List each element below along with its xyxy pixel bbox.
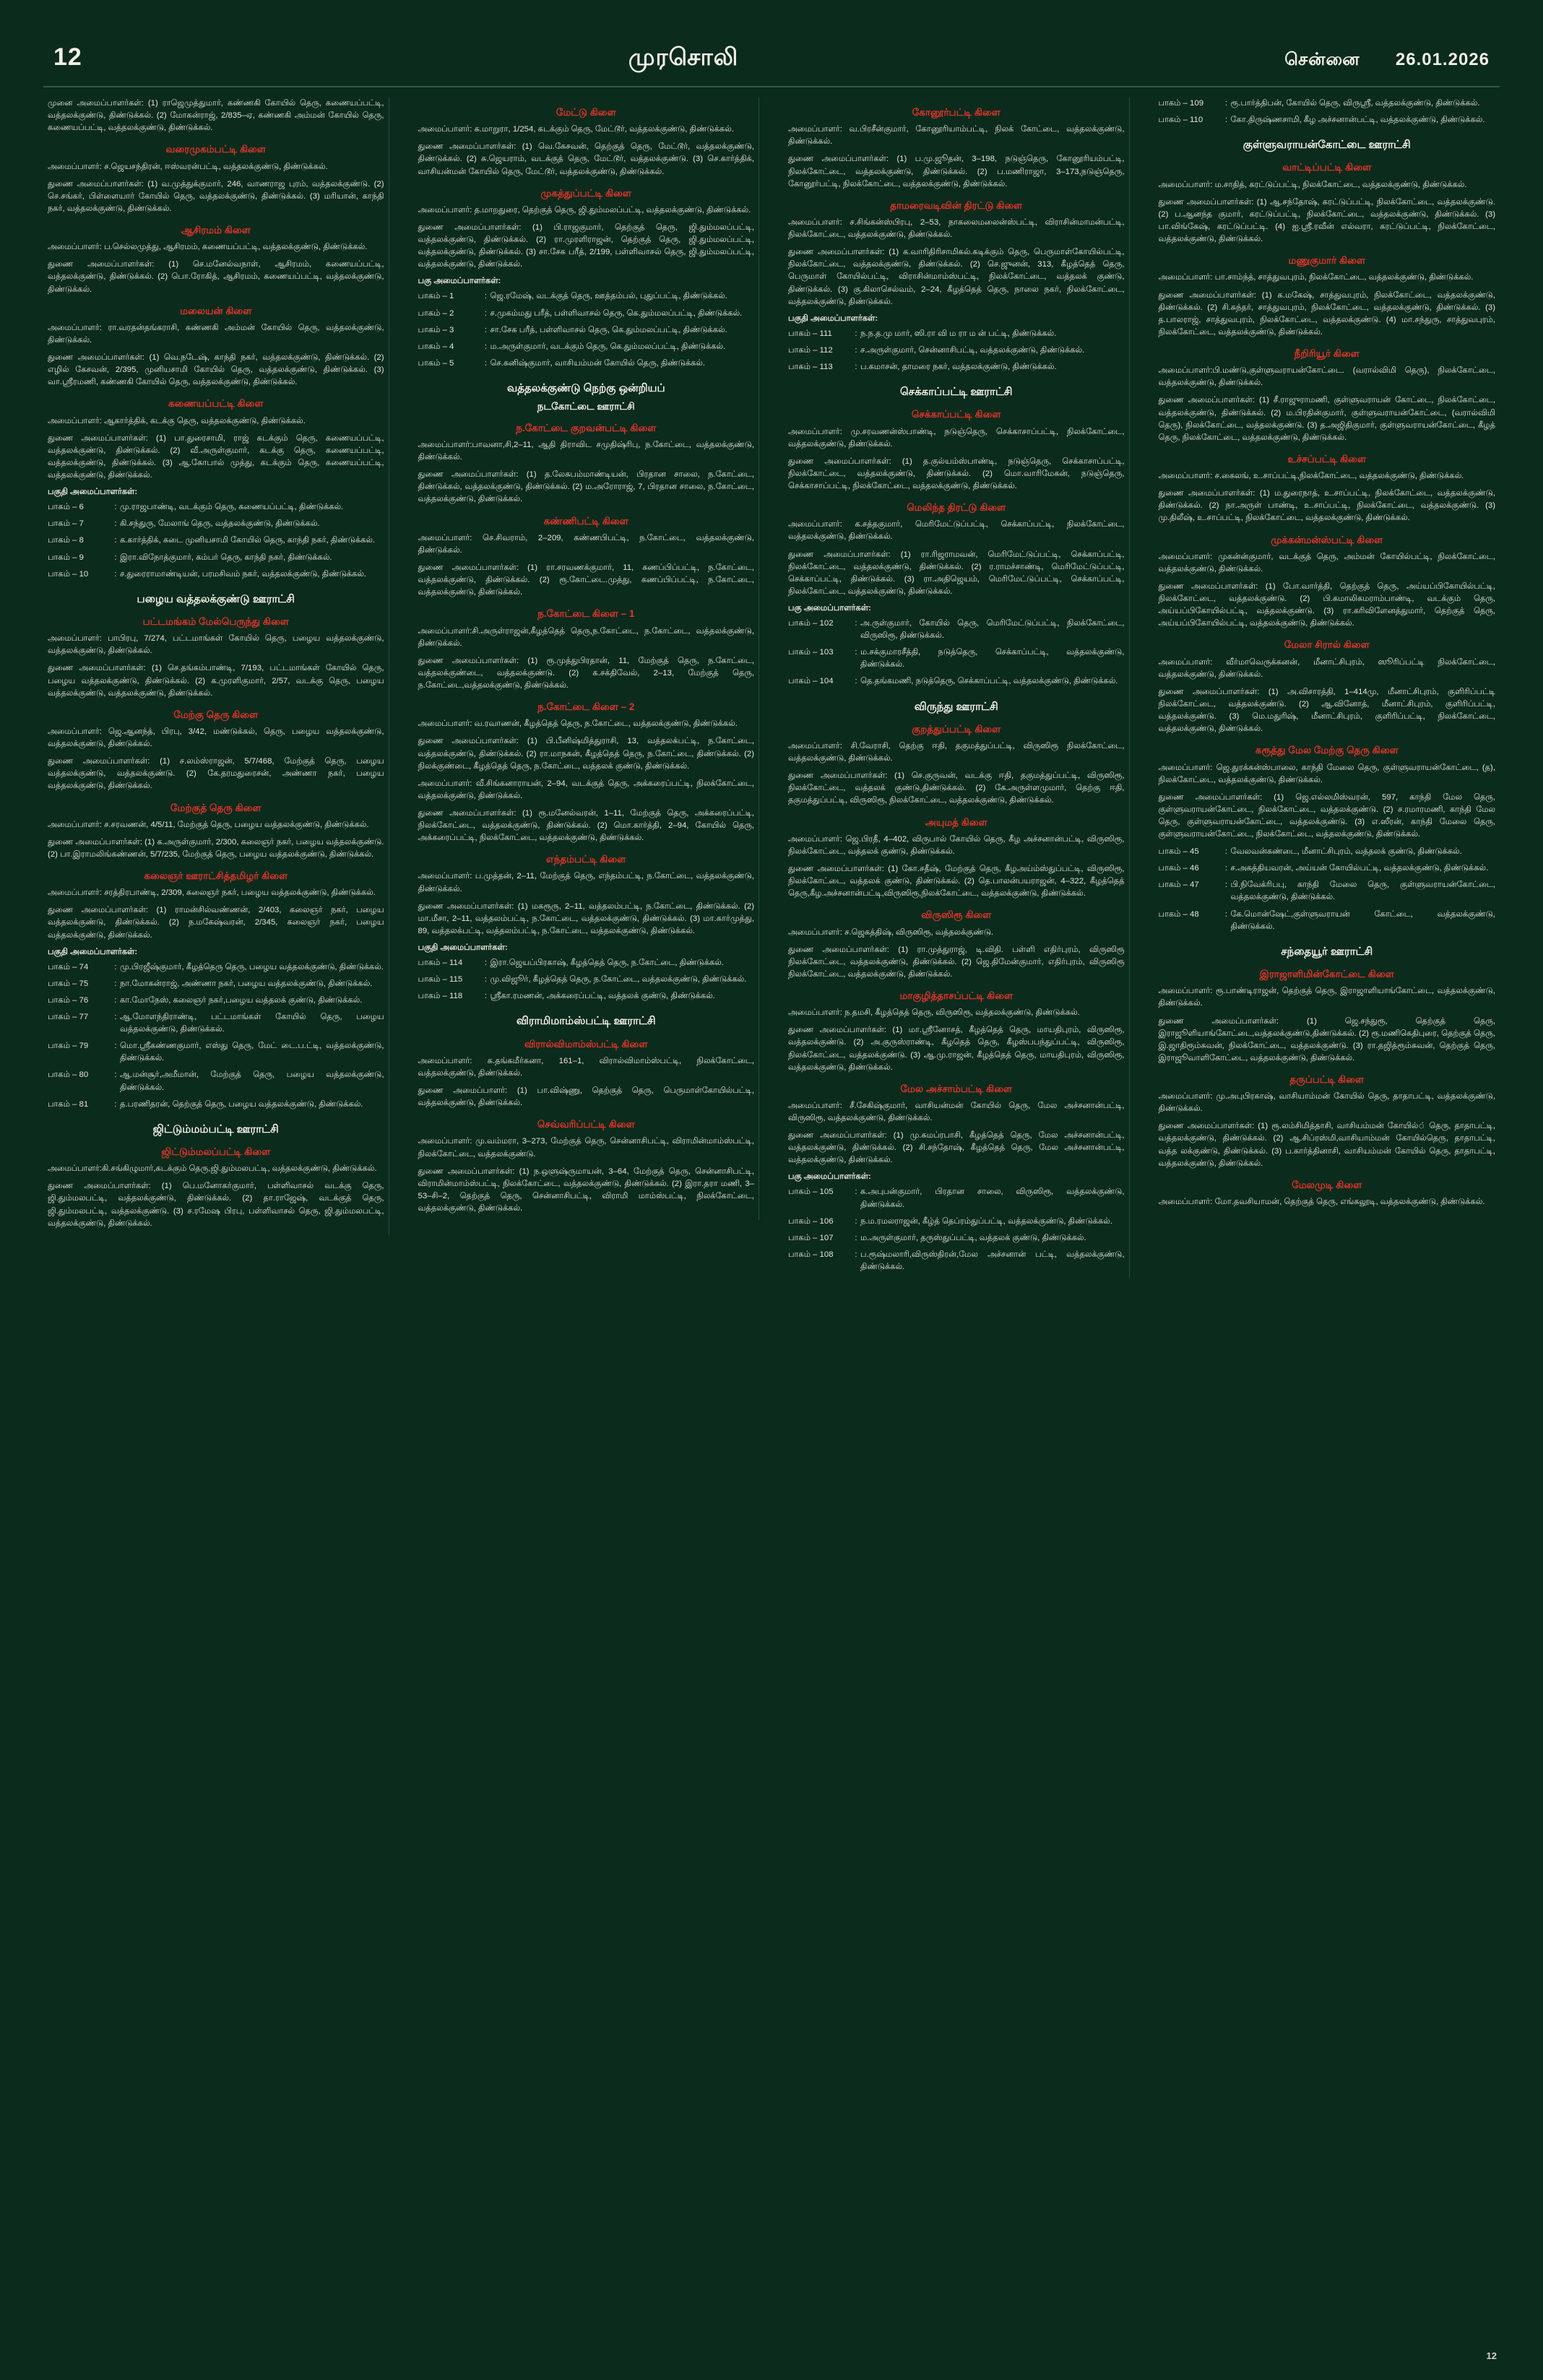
paragraph: அமைப்பாளர்: ச.சரவணன், 4/5/11, மேற்குத் தெரு, பழைய வத்தலக்குண்டு, திண்டுக்கல். <box>48 820 369 829</box>
paragraph: துணை அமைப்பாளர்கள்: (1) க.வாரிதிரிசாமிகல்.கடிக்கும் தெரு, பெருமாள்கோயில்பட்டி, நிலக்கோட்டை, வத்தலக்குண்டு, திண்டுக்கல். (2) செ.ஜுனன், 313, கீழத்தெத் தெரு, பெருமாள் கோயில்பட்டி, விராசின்மாம்ஸ்பட்டி, நிலக்கோட்டை, வத்தலக் குண்டு, திண்டுக்கல். (3) கு.கிலாசெல்வம், 2–24, கீழத்தெத் தெரு, நாலை நகர், நிலக்கோட்டை, வத்தலக்குண்டு, திண்டுக்கல். <box>788 248 1125 306</box>
part-colon: : <box>855 1233 857 1242</box>
branch-heading: இராஜாளிமின்கோட்டை கிளை <box>1259 969 1394 980</box>
part-value: ம.அருள்குமார், வடக்கும் தெரு, கெ.தும்மலப்பட்டி, திண்டுக்கல். <box>490 342 726 351</box>
part-value: ச.அருள்குமார், சென்னாசிபட்டி, வத்தலக்குண்டு, திண்டுக்கல். <box>860 345 1085 355</box>
part-row <box>788 345 1125 357</box>
part-row <box>1159 879 1496 904</box>
part-row <box>418 324 755 337</box>
part-colon: : <box>114 962 117 972</box>
part-value: கி.சந்துரு, மேலாங் தெரு, வத்தலக்குண்டு, திண்டுக்கல். <box>120 519 320 529</box>
part-colon: : <box>114 569 117 579</box>
article-columns <box>43 98 1500 1278</box>
paragraph: துணை அமைப்பாளர்கள்: (1) ரூ.மனேல்வரன், 1–11, மேற்குத் தெரு, அக்கரைப்பட்டி, நிலக்கோட்டை, வத்தலக்குண்டு, திண்டுக்கல். (2) மொ.கார்த்தி, 2–94, கோயில் தெரு, அக்கரைப்பட்டி, நிலக்கோட்டை, வத்தலக்குண்டு, திண்டுக்கல். <box>418 808 754 843</box>
branch-heading: மணுகுமார் கிளை <box>1288 255 1365 267</box>
masthead <box>43 39 1500 87</box>
part-colon: : <box>855 1216 857 1226</box>
paragraph: அமைப்பாளர்: ச.சிங்கன்ஸ்பிரபு, 2–53, நாகலைமலைன்ஸ்பட்டி, விராசின்மாமன்பட்டி, நிலக்கோட்டை, வத்தலக்குண்டு, திண்டுக்கல். <box>788 217 1125 240</box>
list-heading: பகு அமைப்பாளர்கள்: <box>788 1172 871 1182</box>
paragraph: அமைப்பாளர்: மோ.தவசியாமன், தெற்குத் தெரு, எங்கலூடி, வத்தலக்குண்டு, திண்டுக்கல். <box>1158 1198 1485 1207</box>
part-value: மொ.ஸ்ரீகண்ணகுமார், எஸ்து தெரு, மேட் டை.ப.ட்டி, வத்தலக்குண்டு, திண்டுக்கல். <box>120 1042 384 1063</box>
branch-heading: விருஸிரூ கிளை <box>921 909 992 921</box>
part-label: பாகம் – 10 <box>48 569 89 579</box>
paragraph: துணை அமைப்பாளர்கள்: (1) ச.லம்ஸ்ராஜன், 5/7/468, மேற்குத் தெரு, பழைய வத்தலக்குண்டு, வத்தலக்குண்டு. (2) கே.தரமதுரைசன், அண்ணா நகர், பழைய வத்தலக்குண்டு, திண்டுக்கல். <box>48 757 384 791</box>
part-value: இரா.விநோத்குமார், கம்பர் தெரு, காந்தி நகர், திண்டுக்கல். <box>120 553 332 562</box>
part-label: பாகம் – 77 <box>48 1013 89 1022</box>
list-heading: பகுதி அமைப்பாளர்கள்: <box>48 488 138 497</box>
paragraph: துணை அமைப்பாளர்கள்: (1) த.லேசுபம்மாண்டியன், பிரதான சாலை, ந.கோட்டை, திண்டுக்கல், வத்தலக்குண்டு, திண்டுக்கல். (2) ம.அரோராஜ், 7, பிரதான சாலை, ந.கோட்டை, வத்தலக்குண்டு, திண்டுக்கல். <box>418 470 754 504</box>
part-value: கே.மொன்ஷேட்,குள்ளுவராயன் கோட்டை, வத்தலக்குண்டு, திண்டுக்கல். <box>1230 909 1495 931</box>
part-label: பாகம் – 111 <box>788 329 832 338</box>
part-label: பாகம் – 79 <box>48 1042 89 1051</box>
part-label: பாகம் – 115 <box>418 975 463 985</box>
branch-heading: மேற்கு தெரு கிளை <box>173 709 259 720</box>
paragraph: அமைப்பாளர்: பாபிரபு, 7/274, பட்டமாங்கள் கோயில் தெரு, பழைய வத்தலக்குண்டு, வத்தலக்குண்டு, திண்டுக்கல். <box>48 634 384 656</box>
part-row <box>418 974 755 986</box>
paragraph: அமைப்பாளர்: ஜெ.பிரதீ, 4–402, விருபால் கோயில் தெரு, கீழ அச்சனான்பட்டி, விருஸிரூ, நிலக்கோட்டை, வத்தலக் குண்டு, திண்டுக்கல். <box>788 834 1125 856</box>
paragraph: அமைப்பாளர்: ஜெ.துரக்கன்ஸ்பாலை, காந்தி மேலை தெரு, குள்ளுவராயன்கோட்டை, (த), நிலக்கோட்டை, வத்தலக்குண்டு, திண்டுக்கல். <box>1158 763 1495 784</box>
paragraph: துணை அமைப்பாளர்கள்: (1) ஆ.சந்தோஷ், கரட்டுப்பட்டி, நிலக்கோட்டை, வத்தலக்குண்டு. (2) ப.ஆனந்த குமார், கரட்டுப்பட்டி, நிலக்கோட்டை, வத்தலக்குண்டு, திண்டுக்கல். (3) பா.விங்கேஷ், கரட்டுப்பட்டி. (4) ஐ.ஸ்ரீ.ரவீன் எல்வரா, கரட்டுப்பட்டி, நிலக்கோட்டை, வத்தலக்குண்டு, திண்டுக்கல். <box>1158 197 1495 244</box>
ward-heading: ஜிட்டும்மம்பட்டி ஊராட்சி <box>152 1122 279 1135</box>
branch-heading: செவ்வரிப்பட்டி கிளை <box>537 1119 635 1130</box>
part-row <box>788 361 1125 373</box>
paragraph: அமைப்பாளர்: சரத்திரபாண்டி, 2/309, கலைஞர் நகர், பழைய வத்தலக்குண்டு, திண்டுக்கல். <box>48 888 376 898</box>
part-colon: : <box>114 553 117 562</box>
paragraph: அமைப்பாளர்: ச.கைலங், உ.சாப்பட்டி,நிலக்கோட்டை, வத்தலக்குண்டு, திண்டுக்கல். <box>1158 472 1464 481</box>
branch-heading: மேல அச்சாம்பட்டி கிளை <box>900 1083 1013 1094</box>
part-row <box>48 1099 384 1111</box>
paragraph: அமைப்பாளர்: வீர்மாவெருக்கனன், மீனாட்சிபுரம், ஸூரிப்பட்டி நிலக்கோட்டை, வத்தலக்குண்டு, திண்டுக்கல். <box>1158 657 1495 679</box>
part-label: பாகம் – 75 <box>48 979 89 988</box>
branch-heading: ஜிட்டும்மலப்பட்டி கிளை <box>161 1146 271 1158</box>
paragraph: அமைப்பாளர்: த.மாறதுரை, தெற்குத் தெரு, ஜி.தும்மலப்பட்டி, வத்தலக்குண்டு, திண்டுக்கல். <box>418 205 751 215</box>
branch-heading: ஆசிரமம் கிளை <box>181 224 251 235</box>
part-colon: : <box>114 1042 117 1051</box>
paragraph: அமைப்பாளர்: ப.முத்தன், 2–11, மேற்குத் தெரு, எந்தம்பட்டி, ந.கோட்டை, வத்தலக்குண்டு, திண்டுக்கல். <box>418 872 754 893</box>
paragraph: அமைப்பாளர்: வ.பிரசீன்குமார், கோனூரியாம்பட்டி, நிலக் கோட்டை, வத்தலக்குண்டு, திண்டுக்கல். <box>788 125 1125 147</box>
paragraph: அமைப்பாளர்: ச.ஜெயசந்திரன், ஈஸ்வரன்பட்டி, வத்தலக்குண்டு, திண்டுக்கல். <box>48 162 328 171</box>
part-row <box>1159 846 1496 858</box>
part-colon: : <box>855 1187 857 1197</box>
part-value: ஸ்ரீகா.ரமணன், அக்கரைப்பட்டி, வத்தலக் குண்டு, திண்டுக்கல். <box>490 992 715 1001</box>
part-row <box>48 1069 384 1094</box>
part-row <box>48 518 384 530</box>
part-label: பாகம் – 81 <box>48 1099 89 1109</box>
part-value: தெ.தங்கமணி, நடுத்தெரு, செக்காப்பட்டி, வத்தலக்குண்டு, திண்டுக்கல். <box>860 677 1118 686</box>
branch-heading: வாட்டிப்பட்டி கிளை <box>1282 162 1372 173</box>
part-value: மு.விஜூர், கீழத்தெத் தெரு, ந.கோட்டை, வத்தலக்குண்டு, திண்டுக்கல். <box>490 975 747 985</box>
part-row <box>788 328 1125 340</box>
masthead-edition: சென்னை <box>1284 50 1360 69</box>
paragraph: அமைப்பாளர்: க.மாறுரா, 1/254, கடக்கும் தெரு, மேட்டூர், வத்தலக்குண்டு, திண்டுக்கல். <box>418 125 734 134</box>
part-row <box>1159 114 1496 126</box>
part-value: ஆ.மோளந்திராண்டி, பட்டமாங்கள் கோயில் தெரு, பழைய வத்தலக்குண்டு, திண்டுக்கல். <box>120 1013 384 1034</box>
paragraph: அமைப்பாளர்: ரா.வரதன்தங்கராசி, கண்ணகி அம்மன் கோயில் தெரு, வத்தலக்குண்டு, திண்டுக்கல். <box>48 323 384 345</box>
part-label: பாகம் – 118 <box>418 992 463 1001</box>
part-colon: : <box>1224 847 1228 857</box>
part-value: ஜெ.ரமேஷ், வடக்குத் தெரு, ஊத்தம்பல், புதுப்பட்டி, திண்டுக்கல். <box>490 292 727 301</box>
paragraph: அமைப்பாளர்: வீ.சிங்கனாராயன், 2–94, வடக்குத் தெரு, அக்கரைப்பட்டி, நிலக்கோட்டை, வத்தலக்குண்டு, திண்டுக்கல். <box>418 779 754 800</box>
part-label: பாகம் – 1 <box>418 292 454 301</box>
part-value: ந.ந.த.மு மார், ஸி.ரா வி ம ரா ம ன் பட்டி, திண்டுக்கல். <box>860 329 1057 338</box>
part-colon: : <box>484 292 488 301</box>
paragraph: துணை அமைப்பாளர்கள்: (1) அ.விசாரத்தி, 1–414மு, மீனாட்சிபுரம், குளிரிப்பட்டி நிலக்கோட்டை, வத்தலக்குண்டு. (2) ஆ.வினோத், மீனாட்சிபுரம், குளிரிப்பட்டி, வத்தலக்குண்டு. (3) மெ.மதுரிஷ், மீனாட்சிபுரம், குளிரிப்பட்டி, நிலக்கோட்டை, வத்தலக்குண்டு, திண்டுக்கல். <box>1158 687 1495 734</box>
paragraph: முனை அமைப்பாளர்கள்: (1) ராஜெமுத்துமார், கண்ணகி கோயில் தெரு, கணையப்பட்டி, வத்தலக்குண்டு, திண்டுக்கல். (2) மோகன்ராஜ், 2/835–ஏ, கண்ணகி அம்மன் கோயில் தெரு, கணையப்பட்டி, வத்தலக்குண்டு, திண்டுக்கல். <box>48 99 384 133</box>
part-colon: : <box>1224 864 1228 873</box>
paragraph: துணை அமைப்பாளர்கள்: (1) ம.துரைநாத், உ.சாப்பட்டி, நிலக்கோட்டை, வத்தலக்குண்டு, திண்டுக்கல். (2) நா.அருள் பாண்டி, உ.சாப்பட்டி, நிலக்கோட்டை, வத்தலக்குண்டு. (3) மு.திலீஷ், உ.சாப்பட்டி, நிலக்கோட்டை, வத்தலக்குண்டு, திண்டுக்கல். <box>1158 489 1495 523</box>
paragraph: துணை அமைப்பாளர்கள்: (1) பி.பீனிஷ்மித்துராசி, 13, வத்தலக்பட்டி, ந.கோட்டை, வத்தலக்குண்டு, திண்டுக்கல். (2) ரா.மாநகன், கீழத்தெத் தெரு, ந.கோட்டை, திண்டுக்கல். (2) நிலக்குண்டை, கீழத்தெத் தெரு, ந.கோட்டை, வத்தலக் குண்டு, திண்டுக்கல். <box>418 737 754 771</box>
branch-heading: மெலிந்த திரட்டு கிளை <box>907 502 1006 514</box>
part-label: பாகம் – 104 <box>788 677 834 686</box>
part-label: பாகம் – 48 <box>1158 909 1199 919</box>
paragraph: துணை அமைப்பாளர்கள்: (1) செ.தங்கம்பாண்டி, 7/193, பட்டமாங்கள் கோயில் தெரு, பழைய வத்தலக்குண்டு, திண்டுக்கல். (2) க.முரளிகுமார், 2/57, வடக்கு தெரு, பழைய வத்தலக்குண்டு, வத்தலக்குண்டு, திண்டுக்கல். <box>48 664 384 698</box>
paragraph: அமைப்பாளர்: சி.வேராசி, தெற்கு ஈதி, தகுமத்துப்பட்டி, விருஸிரூ நிலக்கோட்டை, வத்தலக்குண்டு, திண்டுக்கல். <box>788 741 1125 763</box>
branch-heading: மேலமுடி கிளை <box>1292 1179 1362 1190</box>
part-value: ரூ.பார்த்திபன், கோயில் தெரு, விருஸ்ரீ, வத்தலக்குண்டு, திண்டுக்கல். <box>1230 99 1480 108</box>
part-colon: : <box>1224 909 1228 919</box>
part-value: க.அபுபன்குமார், பிரதான சாலை, விருஸிரூ, வத்தலக்குண்டு, திண்டுக்கல். <box>860 1187 1125 1209</box>
footer-page-number: 12 <box>1486 2350 1497 2361</box>
part-colon: : <box>484 959 488 968</box>
paragraph: அமைப்பாளர்:பாவனா,சி,2–11, ஆதி திராவிட சமுதிஷ்ரிபு, ந.கோட்டை, வத்தலக்குண்டு, திண்டுக்கல். <box>418 440 754 462</box>
ward-heading: வத்தலக்குண்டு நெற்கு ஒன்றியப் <box>506 381 665 394</box>
column-4 <box>1154 98 1500 1213</box>
branch-heading: எந்தம்பட்டி கிளை <box>546 854 626 865</box>
part-colon: : <box>855 329 857 338</box>
branch-heading: விரால்விமாம்ஸ்பட்டி கிளை <box>524 1038 648 1050</box>
part-row <box>418 358 755 370</box>
paragraph: அமைப்பாளர்: பா.சாம்ந்த், சாத்துவபுரம், நிலக்கோட்டை, வத்தலக்குண்டு, திண்டுக்கல். <box>1158 273 1474 282</box>
paragraph: துணை அமைப்பாளர்கள்: (1) பா.துரைசாமி, ராஜ் கடக்கும் தெரு, கணையப்பட்டி, வத்தலக்குண்டு, திண்டுக்கல். (2) வீ.அருள்குமார், கடக்கு தெரு, கணையப்பட்டி, வத்தலக்குண்டு, திண்டுக்கல். (3) ஆ.கோபால் முத்து, கடக்கும் தெரு, கணையப்பட்டி, வத்தலக்குண்டு, திண்டுக்கல். <box>48 433 384 480</box>
paragraph: துணை அமைப்பாளர்கள்: (1) த.குல்யம்ஸ்பாண்டி, நடுஞ்தெரு, செக்காசாப்பட்டி, நிலக்கோட்டை, வத்தலக்குண்டு, திண்டுக்கல். (2) மொ.வாரிமேகன், நடுஞ்தெரு, செக்காசாப்பட்டி, நிலக்கோட்டை, வத்தலக்குண்டு, திண்டுக்கல். <box>788 456 1125 490</box>
part-row <box>48 1011 384 1036</box>
paragraph: துணை அமைப்பாளர்கள்: (1) ரா.சரவணக்குமார், 11, கணப்பிப்பட்டி, ந.கோட்டை, வத்தலக்குண்டு, திண்டுக்கல். (2) ரூ.கோட்டை.முத்து, கணப்பிப்பட்டி, ந.கோட்டை, வத்தலக்குண்டு, திண்டுக்கல். <box>418 563 754 597</box>
paragraph: அமைப்பாளர்: மு.அபுபிரகாஷ், வாசியாம்மன் கோயில் தெரு, தாதாபட்டி, வத்தலக்குண்டு, திண்டுக்கல். <box>1158 1092 1495 1114</box>
branch-heading: கோனூர்பட்டி கிளை <box>912 107 1000 118</box>
part-row <box>788 1232 1125 1245</box>
part-colon: : <box>114 1013 117 1022</box>
part-label: பாகம் – 76 <box>48 995 89 1005</box>
ward-heading: விருந்து ஊராட்சி <box>914 700 998 713</box>
part-row <box>418 308 755 320</box>
part-label: பாகம் – 109 <box>1158 99 1204 108</box>
paragraph: துணை அமைப்பாளர்கள்: (1) ரா.ரிஜராமவன், மெரிமேட்டுப்பட்டி, செக்காப்பட்டி, நிலக்கோட்டை, வத்தலக்குண்டு, திண்டுக்கல். (2) ர.ராமச்சாண்டி, மெரிமேட்டுப்பட்டி, செக்காப்பட்டி, திண்டுக்கல். (3) ரா.அதிஜெயம், மெரிமேட்டுப்பட்டி, செக்காப்பட்டி, நிலக்கோட்டை, வத்தலக்குண்டு, திண்டுக்கல். <box>788 550 1125 596</box>
branch-heading: கண்ணிபட்டி கிளை <box>543 515 628 527</box>
ward-heading: செக்காப்பட்டி ஊராட்சி <box>899 386 1013 399</box>
part-colon: : <box>114 979 117 988</box>
part-colon: : <box>1224 99 1228 108</box>
part-colon: : <box>114 519 117 529</box>
paragraph: துணை அமைப்பாளர்கள்: (1) மு.சுமப்ரபாசி, கீழத்தெத் தெரு, மேல அச்சனான்பட்டி, வத்தலக்குண்டு, திண்டுக்கல். (2) சி.சந்தோஷ், கீழத்தெத் தெரு, மேல அச்சனான்பட்டி, வத்தலக்குண்டு, திண்டுக்கல். <box>788 1131 1125 1165</box>
paragraph: அமைப்பாளர்: ஆகார்த்திக், கடக்கு தெரு, வத்தலக்குண்டு, திண்டுக்கல். <box>48 416 306 425</box>
paragraph: துணை அமைப்பாளர்கள்: (1) கோ.சதீஷ், மேற்குத் தெரு, கீழஅய்ம்ஸ்துப்பட்டி, விருஸிரூ, நிலக்கோட்டை, வத்தலக் குண்டு, திண்டுக்கல். (2) தெ.பாலன்பயராஜன், 4–322, கீழத்தெத் தெரு,கீழ.அச்சனான்பட்டி,விருஸிரூ,நிலக்கோட்டை, வத்தலக்குண்டு, திண்டுக்கல். <box>788 864 1125 899</box>
paragraph: துணை அமைப்பாளர்கள்: (1) செ.மனேல்வநாள், ஆசிரமம், கணையப்பட்டி, வத்தலக்குண்டு, திண்டுக்கல். (2) பொ.ரோகித், ஆசிரமம், கணையப்பட்டி, வத்தலக்குண்டு, திண்டுக்கல். <box>48 260 384 294</box>
paragraph: அமைப்பாளர்:பி.மண்டு,குள்ளுவராயன்கோட்டை. (வரால்விமி தெரு), நிலக்கோட்டை, வத்தலக்குண்டு, திண்டுக்கல். <box>1158 366 1495 388</box>
branch-heading: ந.கோட்டை கிளை – 2 <box>537 701 635 713</box>
paragraph: துணை அமைப்பாளர்கள்: (1) ந.ஒளுஷ்ருமாயன், 3–64, மேற்குத் தெரு, சென்னாசிபட்டி, விராமின்மாம்ஸ்பட்டி, நிலக்கோட்டை, வத்தலக்குண்டு, திண்டுக்கல். (2) இரா.தரா மணி, 3–53–சி–2, தெற்குத் தெரு, சென்னாசிபட்டி, விராமி மாம்ஸ்பட்டி, நிலக்கோட்டை, வத்தலக்குண்டு, திண்டுக்கல். <box>418 1167 754 1213</box>
part-row <box>788 1186 1125 1211</box>
list-heading: பகு அமைப்பாளர்கள்: <box>418 277 501 286</box>
part-value: ச.அகத்தியவரன், அய்யன் கோயில்பட்டி, வத்தலக்குண்டு, திண்டுக்கல். <box>1230 864 1489 873</box>
branch-heading: மேட்டு கிளை <box>556 107 616 118</box>
part-colon: : <box>855 362 857 371</box>
part-row <box>48 568 384 581</box>
part-row <box>48 552 384 564</box>
branch-heading: முகத்துப்பட்டி கிளை <box>540 187 631 199</box>
part-label: பாகம் – 103 <box>788 648 834 657</box>
masthead-date: 26.01.2026 <box>1395 50 1490 69</box>
paragraph: துணை அமைப்பாளர்கள்: (1) போ.வார்த்தி, தெற்குத் தெரு, அய்யப்பிகோயில்பட்டி, நிலக்கோட்டை, வத்தலக்குண்டு. (2) பி.கமாலிகமராம்பாண்டி, வடக்கும் தெரு, அய்யப்பிகோயில்பட்டி, வத்தலக்குண்டு. (3) ரா.கரிவிளேனத்துமார், தெற்குத் தெரு, அய்யப்பிகோயில்பட்டி, வத்தலக்குண்டு, திண்டுக்கல். <box>1158 581 1495 628</box>
paragraph: துணை அமைப்பாளர்கள்: (1) பெ.மனோகர்குமார், பள்ளிவாசல் வடக்கு தெரு, ஜி.தும்மலபட்டி, வத்தலக்குண்டு, திண்டுக்கல். (2) தா.ராஜேஷ், வடக்குத் தெரு, ஜி.தும்மலபட்டி, வத்தலக்குண்டு. (3) ச.ரமேஷ பிரபு, பள்ளிவாசல் தெரு, ஜி.தும்மலபட்டி, வத்தலக்குண்டு, திண்டுக்கல். <box>48 1182 384 1228</box>
paragraph: அமைப்பாளர்: மு.சரவணன்ஸ்பாண்டி, நடுஞ்தெரு, செக்காசாப்பட்டி, நிலக்கோட்டை, வத்தலக்குண்டு, திண்டுக்கல். <box>788 427 1125 449</box>
part-colon: : <box>484 975 488 985</box>
paragraph: துணை அமைப்பாளர்கள்: (1) ஜெ.சந்துரூ, தெற்குத் தெரு, இராஜூளியாங்கோட்டை,வத்தலக்குண்டு,திண்டுக்கல். (2) ரூ.மணிகெதிபுரை, தெற்குத் தெரு, இ.ஜாதிரூம்சுவன், நிலக்கோட்டை, வத்தலக்குண்டு. (3) ரா.தஜித்ரூம்சுவன், தெற்குத் தெரு, இராஜூவாளிகோட்டை, வத்தலக்குண்டு, திண்டுக்கல். <box>1158 1016 1495 1063</box>
part-label: பாகம் – 112 <box>788 345 833 355</box>
paragraph: அமைப்பாளர்: ம.சாதித், கரட்டுப்பட்டி, நிலக்கோட்டை, வத்தலக்குண்டு, திண்டுக்கல். <box>1158 180 1467 189</box>
part-label: பாகம் – 113 <box>788 362 833 371</box>
ward-subheading: நடகோட்டை ஊராட்சி <box>537 401 635 412</box>
column-3 <box>784 98 1130 1278</box>
paragraph: அமைப்பாளர்: ப.செல்லமுத்து, ஆசிரமம், கணையப்பட்டி, வத்தலக்குண்டு, திண்டுக்கல். <box>48 243 368 252</box>
paragraph: துணை அமைப்பாளர்கள்: (1) ஜெ.எல்லமிஸ்வரன், 597, காந்தி மேல தெரு, குள்ளுவராயன்கோட்டை, நிலக்கோட்டை, வத்தலக்குண்டு. (2) ச.ரமாரமணி, காந்தி மேல தெரு, குள்ளுவராயன்கோட்டை, வத்தலக்குண்டு. (3) எ.ஸீரன், காந்தி மேலை தெரு, குள்ளுவராயன்கோட்டை, நிலக்கோட்டை, வத்தலக்குண்டு, திண்டுக்கல். <box>1158 792 1495 839</box>
paragraph: துணை அமைப்பாளர்கள்: (1) வெ.நடேஷ், காந்தி நகர், வத்தலக்குண்டு, திண்டுக்கல். (2) எழில் கேசவன், 2/395, முனியசாமி கோயில் தெரு, வத்தலக்குண்டு, திண்டுக்கல். (3) வா.ஸ்ரீரமணி, கண்ணகி கோயில் தெரு, வத்தலக்குண்டு, திண்டுக்கல். <box>48 353 384 387</box>
paragraph: துணை அமைப்பாளர்கள்: (1) ப.மு.ஜூதன், 3–198, நடுஞ்தெரு, கோனூரியம்பட்டி, நிலக்கோட்டை, வத்தலக்குண்டு, திண்டுக்கல். (2) ப.மணிராஜா, 3–173,நடுஞ்தெரு, கோனூர்பட்டி, நிலக்கோட்டை, வத்தலக்குண்டு, திண்டுக்கல். <box>788 155 1125 189</box>
branch-heading: தாமரைவடிவின் திரட்டு கிளை <box>890 199 1023 211</box>
part-value: ஆ.மன்சூர்,அமீமான், மேற்குத் தெரு, பழைய வத்தலக்குண்டு, திண்டுக்கல். <box>120 1070 384 1092</box>
branch-heading: செக்காப்பட்டி கிளை <box>911 409 1001 420</box>
part-row <box>48 1040 384 1065</box>
part-label: பாகம் – 47 <box>1158 880 1199 890</box>
part-value: கோ.திருஷ்ணசாமி, கீழ அச்சனான்பட்டி, வத்தலக்குண்டு, திண்டுக்கல். <box>1230 116 1485 125</box>
paragraph: துணை அமைப்பாளர்கள்: (1) க.மகேஷ், சாத்துவபுரம், நிலக்கோட்டை, வத்தலக்குண்டு, திண்டுக்கல். (2) சி.சுந்தர், சாத்துவபுரம், நிலக்கோட்டை, வத்தலக்குண்டு, திண்டுக்கல். (3) த.பாலராஜ், சாத்துவபுரம், நிலக்கோட்டை, வத்தலக்குண்டு. (4) மா.சந்துரு, சாத்துவபுரம், நிலக்கோட்டை, வத்தலக்குண்டு, திண்டுக்கல். <box>1158 290 1495 337</box>
part-label: பாகம் – 105 <box>788 1187 834 1197</box>
paragraph: அமைப்பாளர்: ந.தமசி, கீழத்தெத் தெரு, விருஸிரூ, வத்தலக்குண்டு, திண்டுக்கல். <box>788 1008 1080 1018</box>
column-1 <box>43 98 389 1235</box>
part-colon: : <box>484 308 488 318</box>
part-label: பாகம் – 45 <box>1158 847 1199 857</box>
paragraph: அமைப்பாளர்: க.தங்கமீர்கனா, 161–1, விரால்விமாம்ஸ்பட்டி, நிலக்கோட்டை, வத்தலக்குண்டு, திண்டுக்கல். <box>418 1056 754 1078</box>
part-label: பாகம் – 6 <box>48 503 84 512</box>
part-value: ப.கமாசன், தாமரை நகர், வத்தலக்குண்டு, திண்டுக்கல். <box>860 362 1057 371</box>
part-value: த.பரணிதரன், தெற்குத் தெரு, பழைய வத்தலக்குண்டு, திண்டுக்கல். <box>120 1099 363 1109</box>
part-label: பாகம் – 3 <box>418 325 454 334</box>
paragraph: அமைப்பாளர்: முகன்ன்குமார், வடக்குத் தெரு, அம்மன் கோயில்பட்டி, நிலக்கோட்டை, வத்தலக்குண்டு, திண்டுக்கல். <box>1158 552 1495 574</box>
branch-heading: நீறிரியூர் கிளை <box>1294 348 1360 359</box>
part-label: பாகம் – 2 <box>418 308 454 318</box>
branch-heading: கலைஞர் ஊராட்சித்தமிழர் கிளை <box>144 870 288 882</box>
part-row <box>788 618 1125 642</box>
masthead-title: முரசொலி <box>628 43 739 70</box>
part-value: பி.நிவேக்ரிபபு, காந்தி மேலை தெரு, குள்ளுவராயன்கோட்டை, வத்தலக்குண்டு, திண்டுக்கல். <box>1230 880 1495 902</box>
list-heading: பகு அமைப்பாளர்கள்: <box>788 603 871 613</box>
part-row <box>48 978 384 990</box>
part-value: ச.துரைராமாண்டியன், பரமசிவம் நகர், வத்தலக்குண்டு, திண்டுக்கல். <box>120 569 366 579</box>
part-value: செ.கனிஷ்குமார், வாசியம்மன் கோயில் தெரு, திண்டுக்கல். <box>490 358 706 368</box>
part-colon: : <box>855 345 857 355</box>
paragraph: துணை அமைப்பாளர்கள்: (1) மகரூரு, 2–11, வத்தலம்பட்டி, ந.கோட்டை, திண்டுக்கல். (2) மா.மீசா, 2–11, வத்தலம்பட்டி, ந.கோட்டை, வத்தலக்குண்டு, திண்டுக்கல். (3) மா.கார்முத்து, 89, வத்தலக்பட்டி, வத்தலம்பட்டி, ந.கோட்டை, வத்தலக்குண்டு, திண்டுக்கல். <box>418 901 754 935</box>
ward-heading: சந்தையூர் ஊராட்சி <box>1281 945 1373 958</box>
part-row <box>788 675 1125 688</box>
part-colon: : <box>855 618 857 628</box>
paragraph: அமைப்பாளர்:கி.சங்கிழுமார்,கடக்கும் தெரு,ஜி.தும்மலபட்டி, வத்தலக்குண்டு, திண்டுக்கல். <box>48 1164 377 1174</box>
branch-heading: ந.கோட்டை குறவன்பட்டி கிளை <box>516 422 657 433</box>
paragraph: அமைப்பாளர்: ஜெ.ஆனந்த், பிரபு, 3/42, மண்டுக்கல், தெரு, பழைய வத்தலக்குண்டு, வத்தலக்குண்டு, திண்டுக்கல். <box>48 727 384 749</box>
column-2 <box>414 98 760 1220</box>
paragraph: துணை அமைப்பாளர்கள்: (1) வெ.கேசவன், தெற்குத் தெரு, மேட்டூர், வத்தலக்குண்டு, திண்டுக்கல். (2) சு.ஜெயராம், வடக்குத் தெரு, மேட்டூர், வத்தலக்குண்டு. (3) செ.கார்த்திக், வாசியன்மன் கோயில் தெரு, மேட்டூர், வத்தலக்குண்டு, திண்டுக்கல். <box>418 142 754 176</box>
part-label: பாகம் – 114 <box>418 959 463 968</box>
paragraph: அமைப்பாளர்:சி.அருள்ராஜன்,கீழத்தெத் தெரு,ந.கோட்டை, ந.கோட்டை, வத்தலக்குண்டு, திண்டுக்கல். <box>418 626 754 648</box>
paragraph: அமைப்பாளர்: மு.வம்மரா, 3–273, மேற்குத் தெரு, சென்னாசிபட்டி, விராமின்மாம்ஸ்பட்டி, நிலக்கோட்டை, வத்தலக்குண்டு. <box>418 1137 754 1159</box>
paragraph: துணை அமைப்பாளர்கள்: (1) ராமன்சில்வண்ணன், 2/403, கலைஞர் நகர், பழைய வத்தலக்குண்டு, திண்டுக்கல். (2) ந.மகேஷ்வரன், 2/345, கலைஞர் நகர், பழைய வத்தலக்குண்டு, திண்டுக்கல். <box>48 906 384 940</box>
paragraph: அமைப்பாளர்: ச.ஜெகத்திஷ், விருஸிரூ, வத்தலக்குண்டு. <box>788 927 994 937</box>
list-heading: பகுதி அமைப்பாளர்கள்: <box>48 947 138 956</box>
branch-heading: கணையப்பட்டி கிளை <box>168 398 264 410</box>
part-row <box>48 995 384 1007</box>
part-row <box>788 1216 1125 1228</box>
paragraph: துணை அமைப்பாளர்கள்: (1) ரூ.லம்சிமித்தாசி, வாசியம்மன் கோயில்் தெரு, தாதாபட்டி, வத்தலக்குண்டு, திண்டுக்கல். (2) ஆ.சிப்ரஸ்மி,வாசியாம்மன் கோயில்தெரு, தாதாபட்டி, வத்த லக்குண்டு, திண்டுக்கல். (3) ப.கார்த்தினாசி, வாசியம்மன் கோயில் தெரு, தாதாபட்டி, வத்தலக்குண்டு, திண்டுக்கல். <box>1158 1122 1495 1168</box>
part-row <box>48 501 384 514</box>
part-colon: : <box>114 995 117 1005</box>
branch-heading: தருப்பட்டி கிளை <box>1289 1073 1365 1085</box>
part-value: கா.மோநேஸ், கலைஞர் நகர்,பழைய வத்தலக் குண்டு, திண்டுக்கல். <box>120 995 363 1005</box>
part-row <box>788 1249 1125 1273</box>
part-value: வேலவன்கண்டை, மீனாட்சிபுரம், வத்தலக் குண்டு, திண்டுக்கல். <box>1230 847 1462 857</box>
part-label: பாகம் – 7 <box>48 519 84 529</box>
branch-heading: அயுமத் கிளை <box>925 816 987 828</box>
paragraph: அமைப்பாளர்: க.சத்தகுமார், மெரிமேட்டுப்பட்டி, செக்காப்பட்டி, நிலக்கோட்டை, வத்தலக்குண்டு, திண்டுக்கல். <box>788 520 1125 542</box>
part-label: பாகம் – 110 <box>1158 116 1203 125</box>
paragraph: துணை அமைப்பாளர்கள்: (1) ரூ.முத்துபிரதான், 11, மேற்குத் தெரு, ந.கோட்டை, வத்தலக்குண்டை, வத்தலக்குண்டு. (2) க.சக்திவேல், 2–13, மேற்குத் தெரு, ந.கோட்டை,வத்தலக்குண்டு, திண்டுக்கல். <box>418 656 754 690</box>
part-label: பாகம் – 9 <box>48 553 84 562</box>
part-label: பாகம் – 106 <box>788 1216 834 1226</box>
ward-heading: விராமிமாம்ஸ்பட்டி ஊராட்சி <box>516 1015 656 1028</box>
masthead-page-number: 12 <box>53 43 82 71</box>
part-row <box>48 961 384 974</box>
part-row <box>418 341 755 353</box>
part-colon: : <box>114 536 117 545</box>
part-colon: : <box>855 677 857 686</box>
part-value: அ.ருள்குமார், கோயில் தெரு, மெரிமேட்டுப்பட்டி, நிலக்கோட்டை, விருஸிரூ, திண்டுக்கல். <box>860 618 1125 641</box>
part-value: ப.ரூஷ்மலாரி,விருஸ்திரன்,மேல அச்சனான் பட்டி, வத்தலக்குண்டு, திண்டுக்கல். <box>860 1250 1125 1272</box>
part-label: பாகம் – 5 <box>418 358 454 368</box>
branch-heading: பட்டமங்கம் மேல்பெருந்து கிளை <box>142 615 289 627</box>
masthead-edition-date <box>1284 50 1490 72</box>
part-colon: : <box>484 342 488 351</box>
part-value: ந.ம.ரமலராஜன், கீழ்த் தெப்ரம்துப்பட்டி, வத்தலக்குண்டு, திண்டுக்கல். <box>860 1216 1112 1226</box>
branch-heading: வரைமுகம்பட்டி கிளை <box>165 144 266 155</box>
part-colon: : <box>114 1099 117 1109</box>
part-row <box>48 535 384 547</box>
part-row <box>418 290 755 303</box>
part-colon: : <box>484 358 488 368</box>
paragraph: துணை அமைப்பாளர்கள்: (1) மா.ஸ்ரீனோசத், கீழத்தெத் தெரு, மாயதிபுரம், விருஸிரூ, வத்தலக்குண்டு. (2) அ.குருஸ்ராண்டி, கீழதெத் தெரு, கீழஸ்பபந்துப்பட்டி, விருஸிரூ, நிலக்கோட்டை, வத்தலக்குண்டு. (3) ஆ.மு.ராஜன், கீழத்தெத் தெரு, மாயதிபுரம், விருஸிரூ, வத்தலக்குண்டு, திண்டுக்கல். <box>788 1026 1125 1072</box>
paragraph: அமைப்பாளர்: வ.ரவாணன், கீழத்தெத் தெரு, ந.கோட்டை, வத்தலக்குண்டு, திண்டுக்கல். <box>418 719 738 729</box>
part-colon: : <box>484 325 488 334</box>
part-row <box>418 957 755 969</box>
part-row <box>1159 862 1496 875</box>
paragraph: துணை அமைப்பாளர்கள்: (1) சீ.ராஜுராமணி, குள்ளுவராயன் கோட்டை, நிலக்கோட்டை, வத்தலக்குண்டு, திண்டுக்கல். (2) ம.பிரதின்குமார், குள்ளுவராயன்கோட்டை, (வரால்விமி தெரு), நிலக்கோட்டை, வத்தலக்குண்டு. (3) த.அஜிதிகுமார், குள்ளுவராயன்கோட்டை, கீழத் தெரு, நிலக்கோட்டை, வத்தலக்குண்டு, திண்டுக்கல். <box>1158 396 1495 442</box>
part-label: பாகம் – 8 <box>48 536 84 545</box>
paragraph: துணை அமைப்பாளர்கள்: (1) க.அருள்குமார், 2/300, கலைஞர் நகர், பழைய வத்தலக்குண்டு. (2) பா.இராமலிங்கண்ணன், 5/7/235, மேற்குத் தெரு, பழைய வத்தலக்குண்டு, திண்டுக்கல். <box>48 837 384 859</box>
paragraph: துணை அமைப்பாளர்கள்: (1) வ.முத்துக்குமார், 246, வாணராஜ புரம், வத்தலக்குண்டு. (2) செ.சங்கர், பிள்ளையார் கோயில் தெரு, வத்தலக்குண்டு, திண்டுக்கல். (3) மரியான், காந்தி நகர், வத்தலக்குண்டு, திண்டுக்கல். <box>48 179 384 213</box>
paragraph: துணை அமைப்பாளர்கள்: (1) செ.குருவன், வடக்கு ஈதி, தகுமத்துப்பட்டி, விருஸிரூ, நிலக்கோட்டை, வத்தலக் குண்டு,திண்டுக்கல். (2) கே.அருள்ளமுமார், தெற்கு ஈதி, தகுமத்துப்பட்டி, விருஸிரூ, நிலக்கோட்டை, வத்தலக்குண்டு, திண்டுக்கல். <box>788 771 1125 805</box>
ward-heading: பழைய வத்தலக்குண்டு ஊராட்சி <box>137 592 295 605</box>
branch-heading: மாகுழித்தாசப்பட்டி கிளை <box>899 990 1013 1001</box>
part-row <box>1159 98 1496 110</box>
part-value: க.கார்த்திக், சுடை முனியசாமி கோயில் தெரு, காந்தி நகர், திண்டுக்கல். <box>120 536 376 545</box>
part-value: ச.முகம்மது பரீத், பள்ளிவாசல் தெரு, கெ.தும்மலப்பட்டி, திண்டுக்கல். <box>490 308 743 318</box>
branch-heading: மேற்குத் தெரு கிளை <box>170 802 262 813</box>
part-value: மு.ராஜபாண்டி, வடக்கும் தெரு, கணையப்பட்டி, திண்டுக்கல். <box>120 503 344 512</box>
part-label: பாகம் – 46 <box>1158 864 1199 873</box>
branch-heading: உச்சப்பட்டி கிளை <box>1287 453 1367 464</box>
part-value: நா.மோகன்ராஜ், அண்ணா நகர், பழைய வத்தலக்குண்டு, திண்டுக்கல். <box>120 979 373 988</box>
part-colon: : <box>855 648 857 657</box>
part-value: இரா.ஜெயப்பிரகாஷ், கீழத்தெத் தெரு, ந.கோட்டை, திண்டுக்கல். <box>490 959 724 968</box>
list-heading: பகுதி அமைப்பாளர்கள்: <box>788 313 878 323</box>
branch-heading: மலையன் கிளை <box>180 305 252 316</box>
paragraph: துணை அமைப்பாளர்: (1) பா.விஷ்ணு, தெற்குத் தெரு, பெருமாள்கோயில்பட்டி, வத்தலக்குண்டு, திண்டுக்கல். <box>418 1086 754 1108</box>
part-label: பாகம் – 80 <box>48 1070 89 1080</box>
part-label: பாகம் – 74 <box>48 962 89 972</box>
part-value: ம.சக்குமாரசீத்தி, நடுத்தெரு, செக்காப்பட்டி, வத்தலக்குண்டு, திண்டுக்கல். <box>860 648 1125 670</box>
paragraph: அமைப்பாளர்: ரூ.பாண்டிராஜன், தெற்குத் தெரு, இராஜாளியாங்கோட்டை, வத்தலக்குண்டு, திண்டுக்கல். <box>1158 987 1495 1008</box>
branch-heading: ந.கோட்டை கிளை – 1 <box>537 608 635 620</box>
part-colon: : <box>855 1250 857 1259</box>
part-colon: : <box>114 503 117 512</box>
branch-heading: கரூத்து மேல மேற்கு தெரு கிளை <box>1255 745 1399 756</box>
paragraph: துணை அமைப்பாளர்கள்: (1) பி.ராஜகுமார், தெற்குத் தெரு, ஜி.தும்மலப்பட்டி, வத்தலக்குண்டு, திண்டுக்கல். (2) ரா.முரளிராஜன், தெற்குத் தெரு, ஜி.தும்மலப்பட்டி, வத்தலக்குண்டு, திண்டுக்கல். (3) சா.சேக பரீத், 2/199, பள்ளிவாசல் தெரு, ஜி.தும்மலப்பட்டி, வத்தலக்குண்டு, திண்டுக்கல். <box>418 222 754 269</box>
branch-heading: குறத்துப்பட்டி கிளை <box>912 723 1001 735</box>
paragraph: துணை அமைப்பாளர்கள்: (1) ரா.முத்துராஜ், டி.விதி. பள்ளி எதிர்புரம், விருஸிரூ நிலக்கோட்டை, வத்தலக்குண்டு, திண்டுக்கல். (2) ஜெ.திமேன்குமார், எதிர்புரம், விருஸிரூ நிலக்கோட்டை, வத்தலக்குண்டு, திண்டுக்கல். <box>788 945 1125 979</box>
ward-heading: குள்ளுவராயன்கோட்டை ஊராட்சி <box>1242 139 1411 152</box>
part-label: பாகம் – 4 <box>418 342 454 351</box>
list-heading: பகுதி அமைப்பாளர்கள்: <box>418 943 508 953</box>
paragraph: அமைப்பாளர்: செ.சிவராம், 2–209, கண்ணபிபட்டி, ந.கோட்டை, வத்தலக்குண்டு, திண்டுக்கல். <box>418 533 754 555</box>
part-label: பாகம் – 102 <box>788 618 834 628</box>
branch-heading: மேலா சிரால் கிளை <box>1284 639 1370 651</box>
branch-heading: முக்கன்மன்ஸ்பட்டி கிளை <box>1271 534 1383 545</box>
paragraph: அமைப்பாளர்: சீ.சேகிஷ்குமார், வாசியன்மன் கோயில் தெரு, மேல அச்சனான்பட்டி, விருஸிரூ, வத்தலக்குண்டு, திண்டுக்கல். <box>788 1101 1125 1123</box>
part-row <box>418 990 755 1003</box>
part-value: சா.சேக பரீத், பள்ளிவாசல் தெரு, கெ.தும்மலப்பட்டி, திண்டுக்கல். <box>490 325 727 334</box>
part-colon: : <box>1224 880 1228 890</box>
part-colon: : <box>1224 116 1228 125</box>
part-row <box>1159 909 1496 933</box>
part-colon: : <box>114 1070 117 1080</box>
part-value: ம.அருள்குமார், தருஸ்துப்பட்டி, வத்தலக் குண்டு, திண்டுக்கல். <box>860 1233 1086 1242</box>
part-label: பாகம் – 108 <box>788 1250 834 1259</box>
part-colon: : <box>484 992 488 1001</box>
part-value: மு.பிரஜீஷ்குமார், கீழத்தெரு தெரு, பழைய வத்தலக்குண்டு, திண்டுக்கல். <box>120 962 384 972</box>
part-label: பாகம் – 107 <box>788 1233 834 1242</box>
part-row <box>788 646 1125 671</box>
